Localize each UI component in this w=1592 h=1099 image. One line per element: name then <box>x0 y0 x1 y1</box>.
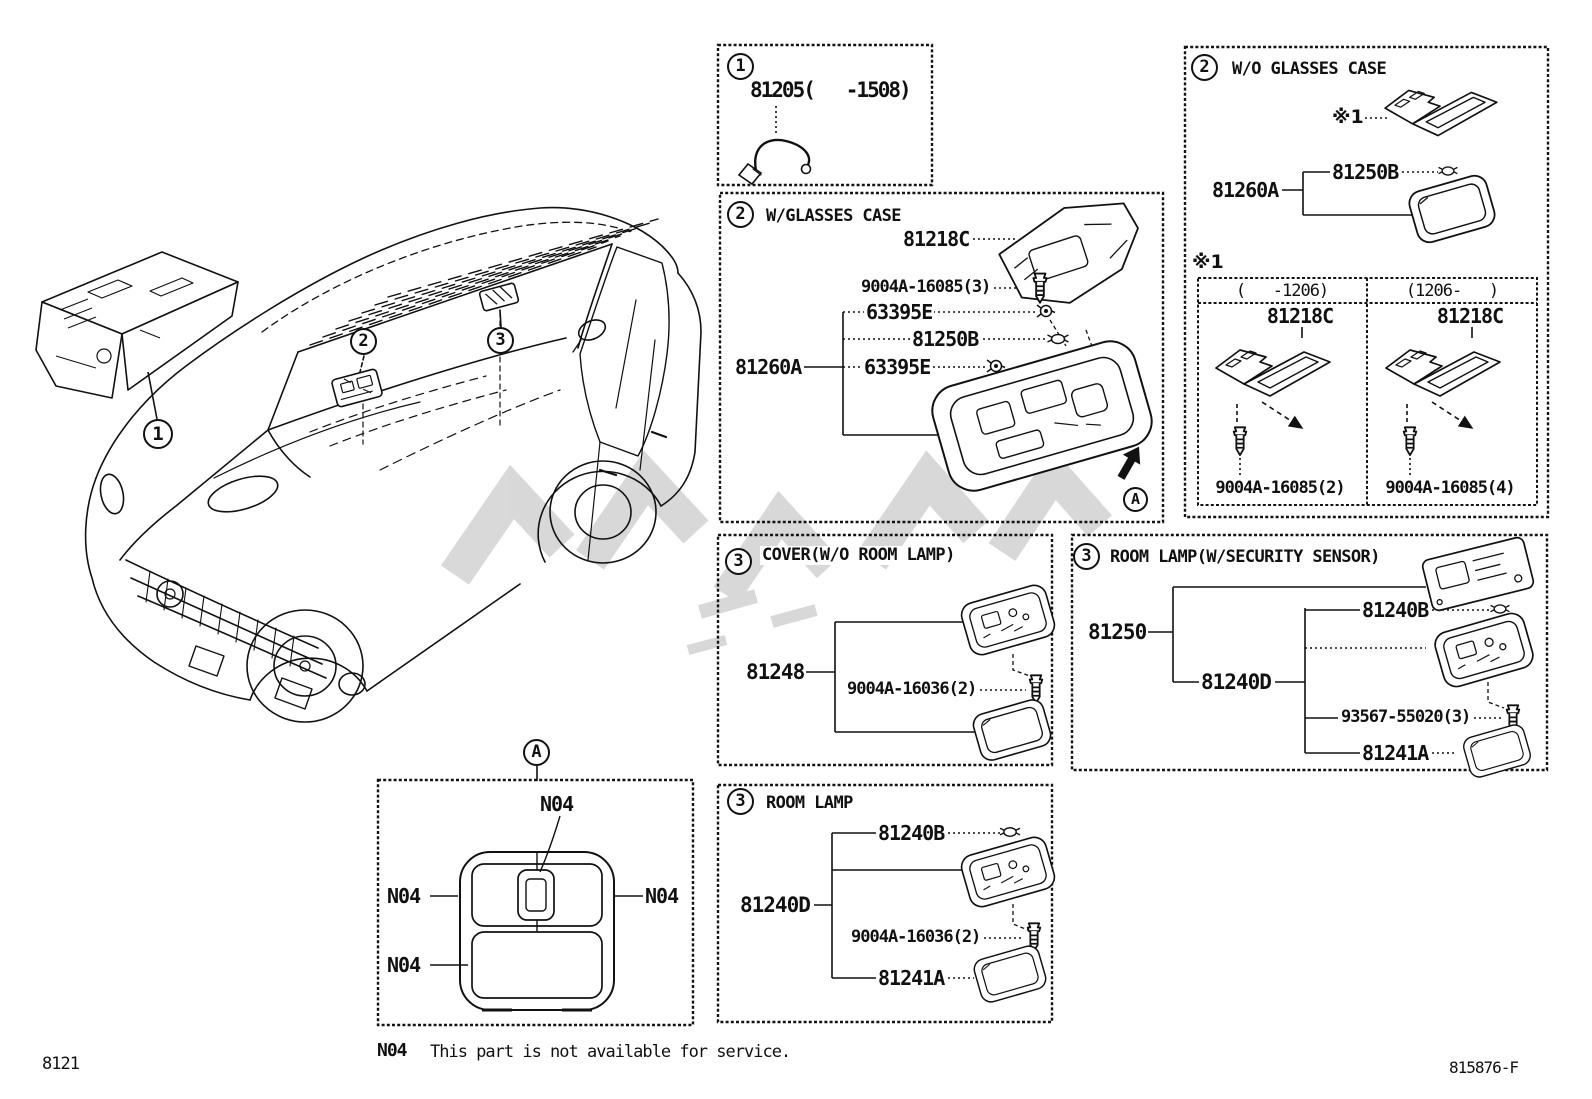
n04-label-bottom: N04 <box>387 953 421 977</box>
figure-number: 815876-F <box>1449 1058 1519 1077</box>
glasses-box-callout: 2 <box>727 201 754 228</box>
lamp-drawing <box>1432 610 1536 689</box>
lens-drawing <box>972 944 1048 1005</box>
table-col2-part: 81218C <box>1436 304 1504 328</box>
part-label-81218c: 81218C <box>903 227 970 251</box>
n04-label-right: N04 <box>645 884 679 908</box>
bulb-drawing <box>1439 167 1458 175</box>
bulb-cord-drawing <box>739 140 811 184</box>
n04-label-top: N04 <box>540 792 574 816</box>
screw-drawing <box>1234 427 1247 455</box>
wo-glasses-box-title: W/O GLASSES CASE <box>1232 59 1387 79</box>
part-label-63395e-top: 63395E <box>866 300 933 324</box>
part-label-93567-55020: 93567-55020(3) <box>1341 707 1471 727</box>
ref-mark-1: ※1 <box>1332 106 1364 128</box>
part-label-81248: 81248 <box>746 660 805 684</box>
lamp-drawing <box>959 582 1058 657</box>
bulb-drawing <box>1000 828 1020 837</box>
room-box-callout: 3 <box>727 788 754 815</box>
view-a-callout: A <box>1123 487 1148 512</box>
security-box-title: ROOM LAMP(W/SECURITY SENSOR) <box>1110 547 1380 567</box>
bracket-drawing <box>1385 90 1497 135</box>
bracket-drawing <box>1386 350 1500 396</box>
bulb-drawing <box>1491 605 1510 613</box>
part-label-81250b: 81250B <box>912 327 979 351</box>
table-col1-screw: 9004A-16085(2) <box>1215 478 1345 498</box>
n04-label-left: N04 <box>387 884 421 908</box>
screw-drawing <box>1404 427 1417 455</box>
vehicle-callout-3: 3 <box>487 327 514 354</box>
table-note-ref: ※1 <box>1192 251 1224 273</box>
vehicle-callout-1: 1 <box>143 419 173 449</box>
lamp-drawing <box>959 834 1058 909</box>
footnote-text: This part is not available for service. <box>430 1042 791 1062</box>
security-box-callout: 3 <box>1073 543 1100 570</box>
bracket-drawing <box>1216 350 1330 396</box>
cover-box-title: COVER(W/O ROOM LAMP) <box>762 545 955 565</box>
table-col2-screw: 9004A-16085(4) <box>1385 478 1515 498</box>
bulb-drawing <box>1048 335 1069 344</box>
part-label-81240b-sec: 81240B <box>1362 598 1429 622</box>
part-label-81241a-sec: 81241A <box>1362 741 1429 765</box>
socket-drawing <box>1037 305 1055 317</box>
part-label-9004a-16036-cover: 9004A-16036(2) <box>847 679 977 699</box>
glasses-box-title: W/GLASSES CASE <box>766 206 901 226</box>
part-label-81260a-wo: 81260A <box>1212 178 1279 202</box>
roof-console-front-view <box>460 852 614 1010</box>
glasses-case-bracket-drawing <box>992 188 1154 319</box>
part-label-81240d-sec: 81240D <box>1201 670 1271 694</box>
part-label-81241a-room: 81241A <box>878 966 945 990</box>
wo-glasses-box-callout: 2 <box>1191 54 1218 81</box>
screw-drawing <box>1030 675 1043 703</box>
table-col1-header: ( -1206) <box>1235 281 1329 301</box>
cover-box-callout: 3 <box>725 548 752 575</box>
part-label-81205: 81205( -1508) <box>750 78 910 102</box>
page-number: 8121 <box>42 1054 79 1074</box>
part-label-81250b-wo: 81250B <box>1332 160 1399 184</box>
part-label-81250: 81250 <box>1088 620 1147 644</box>
detail-a-callout: A <box>523 739 550 766</box>
room-box-title: ROOM LAMP <box>766 793 853 813</box>
table-col1-part: 81218C <box>1266 304 1334 328</box>
part-label-81240b-room: 81240B <box>878 821 945 845</box>
footnote-code: N04 <box>377 1040 407 1061</box>
table-col2-header: (1206- ) <box>1405 281 1499 301</box>
overhead-console-on-roof <box>331 369 383 408</box>
box1-callout: 1 <box>727 53 754 80</box>
lens-drawing <box>1406 173 1497 245</box>
part-label-81260a: 81260A <box>735 355 802 379</box>
lens-drawing <box>971 697 1053 763</box>
part-label-9004a-16085-3: 9004A-16085(3) <box>861 277 991 297</box>
sensor-base-drawing <box>1421 536 1534 612</box>
vehicle-callout-2: 2 <box>350 328 377 355</box>
part-label-9004a-16036-room: 9004A-16036(2) <box>851 927 981 947</box>
dashboard-drawing <box>36 252 238 419</box>
part-label-63395e-bottom: 63395E <box>864 355 931 379</box>
part-label-81240d-room: 81240D <box>740 893 810 917</box>
